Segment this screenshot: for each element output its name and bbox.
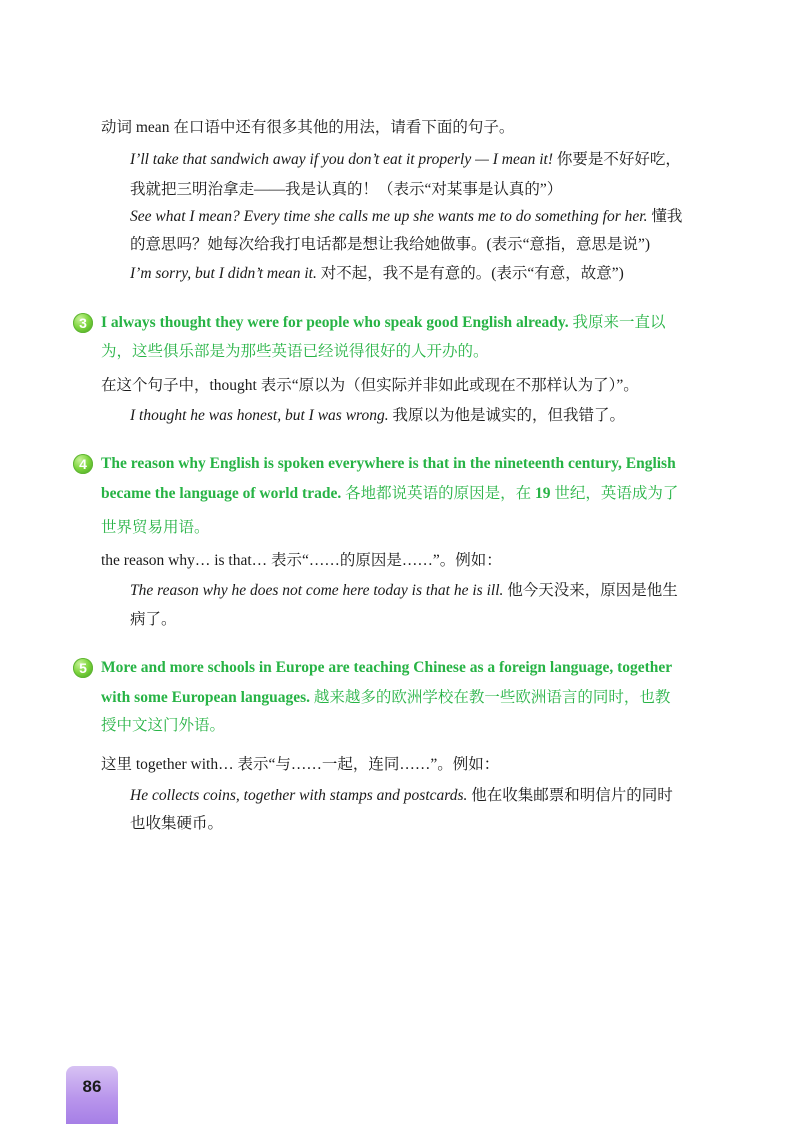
item-4-example — [130, 581, 678, 601]
item-5-number-badge: 5 — [73, 658, 93, 678]
item-5-example-en: He collects coins, together with stamps and postcards. — [130, 787, 468, 804]
item-3-example-cn: 我原以为他是诚实的，但我错了。 — [392, 407, 626, 424]
page-number-tab — [66, 1066, 118, 1124]
example-3-cn: 对不起，我不是有意的。(表示“有意，故意”) — [320, 265, 624, 282]
item-5-heading-en: More and more schools in Europe are teaching Chinese as a foreign language, together — [101, 659, 673, 676]
example-1-cn-cont: 我就把三明治拿走——我是认真的！（表示“对某事是认真的”） — [130, 181, 563, 198]
example-2-en: See what I mean? Every time she calls me up she wants me to do something for her. — [130, 208, 648, 225]
item-4-number-badge: 4 — [73, 454, 93, 474]
item-4-heading-cn-b: 世纪，英语成为了 — [554, 485, 679, 502]
item-3-example-en: I thought he was honest, but I was wrong. — [130, 407, 389, 424]
example-3-en: I’m sorry, but I didn’t mean it. — [130, 265, 317, 282]
item-3-heading — [101, 313, 666, 333]
item-5-explanation: 这里 together with… 表示“与……一起，连同……”。例如： — [101, 756, 500, 773]
item-4-example-cn: 他今天没来，原因是他生 — [507, 582, 678, 599]
item-3-number-badge: 3 — [73, 313, 93, 333]
item-5-example-cn-cont: 也收集硬币。 — [130, 815, 224, 832]
item-4-heading-cn-num: 19 — [534, 485, 551, 502]
item-4-heading-cn-cont: 世界贸易用语。 — [101, 519, 210, 536]
item-3-heading-cn: 我原来一直以 — [572, 314, 666, 331]
item-5-heading-cn: 越来越多的欧洲学校在教一些欧洲语言的同时，也教 — [313, 689, 671, 706]
item-3-explanation: 在这个句子中，thought 表示“原以为（但实际并非如此或现在不那样认为了）”。 — [101, 377, 639, 394]
item-4-heading-cn-a: 各地都说英语的原因是，在 — [345, 485, 532, 502]
item-4-heading-en-cont: became the language of world trade. — [101, 485, 342, 502]
item-5-heading-en-cont: with some European languages. — [101, 689, 310, 706]
item-4-explanation: the reason why… is that… 表示“……的原因是……”。例如： — [101, 552, 502, 569]
item-3-example — [130, 406, 625, 426]
item-4-heading-en: The reason why English is spoken everywhere is that in the nineteenth century, English — [101, 455, 676, 472]
item-5-example — [130, 786, 673, 806]
example-1-cn: 你要是不好好吃， — [556, 151, 681, 168]
example-2 — [130, 207, 682, 227]
item-5-example-cn: 他在收集邮票和明信片的同时 — [471, 787, 673, 804]
item-4-example-en: The reason why he does not come here today is that he is ill. — [130, 582, 504, 599]
item-5-heading — [101, 688, 670, 708]
example-1 — [130, 150, 681, 170]
page-number: 86 — [82, 1077, 102, 1096]
item-5-heading-cn-cont: 授中文这门外语。 — [101, 717, 226, 734]
item-4-example-cn-cont: 病了。 — [130, 611, 177, 628]
example-1-en: I’ll take that sandwich away if you don’t eat it properly — I mean it! — [130, 151, 554, 168]
intro-line: 动词 mean 在口语中还有很多其他的用法，请看下面的句子。 — [101, 119, 515, 136]
item-4-heading — [101, 484, 678, 504]
item-3-heading-en: I always thought they were for people who speak good English already. — [101, 314, 569, 331]
example-3 — [130, 264, 624, 284]
example-2-cn-cont: 的意思吗？她每次给我打电话都是想让我给她做事。(表示“意指，意思是说”) — [130, 236, 651, 253]
example-2-cn: 懂我 — [651, 208, 683, 225]
item-3-heading-cn-cont: 为，这些俱乐部是为那些英语已经说得很好的人开办的。 — [101, 343, 489, 360]
